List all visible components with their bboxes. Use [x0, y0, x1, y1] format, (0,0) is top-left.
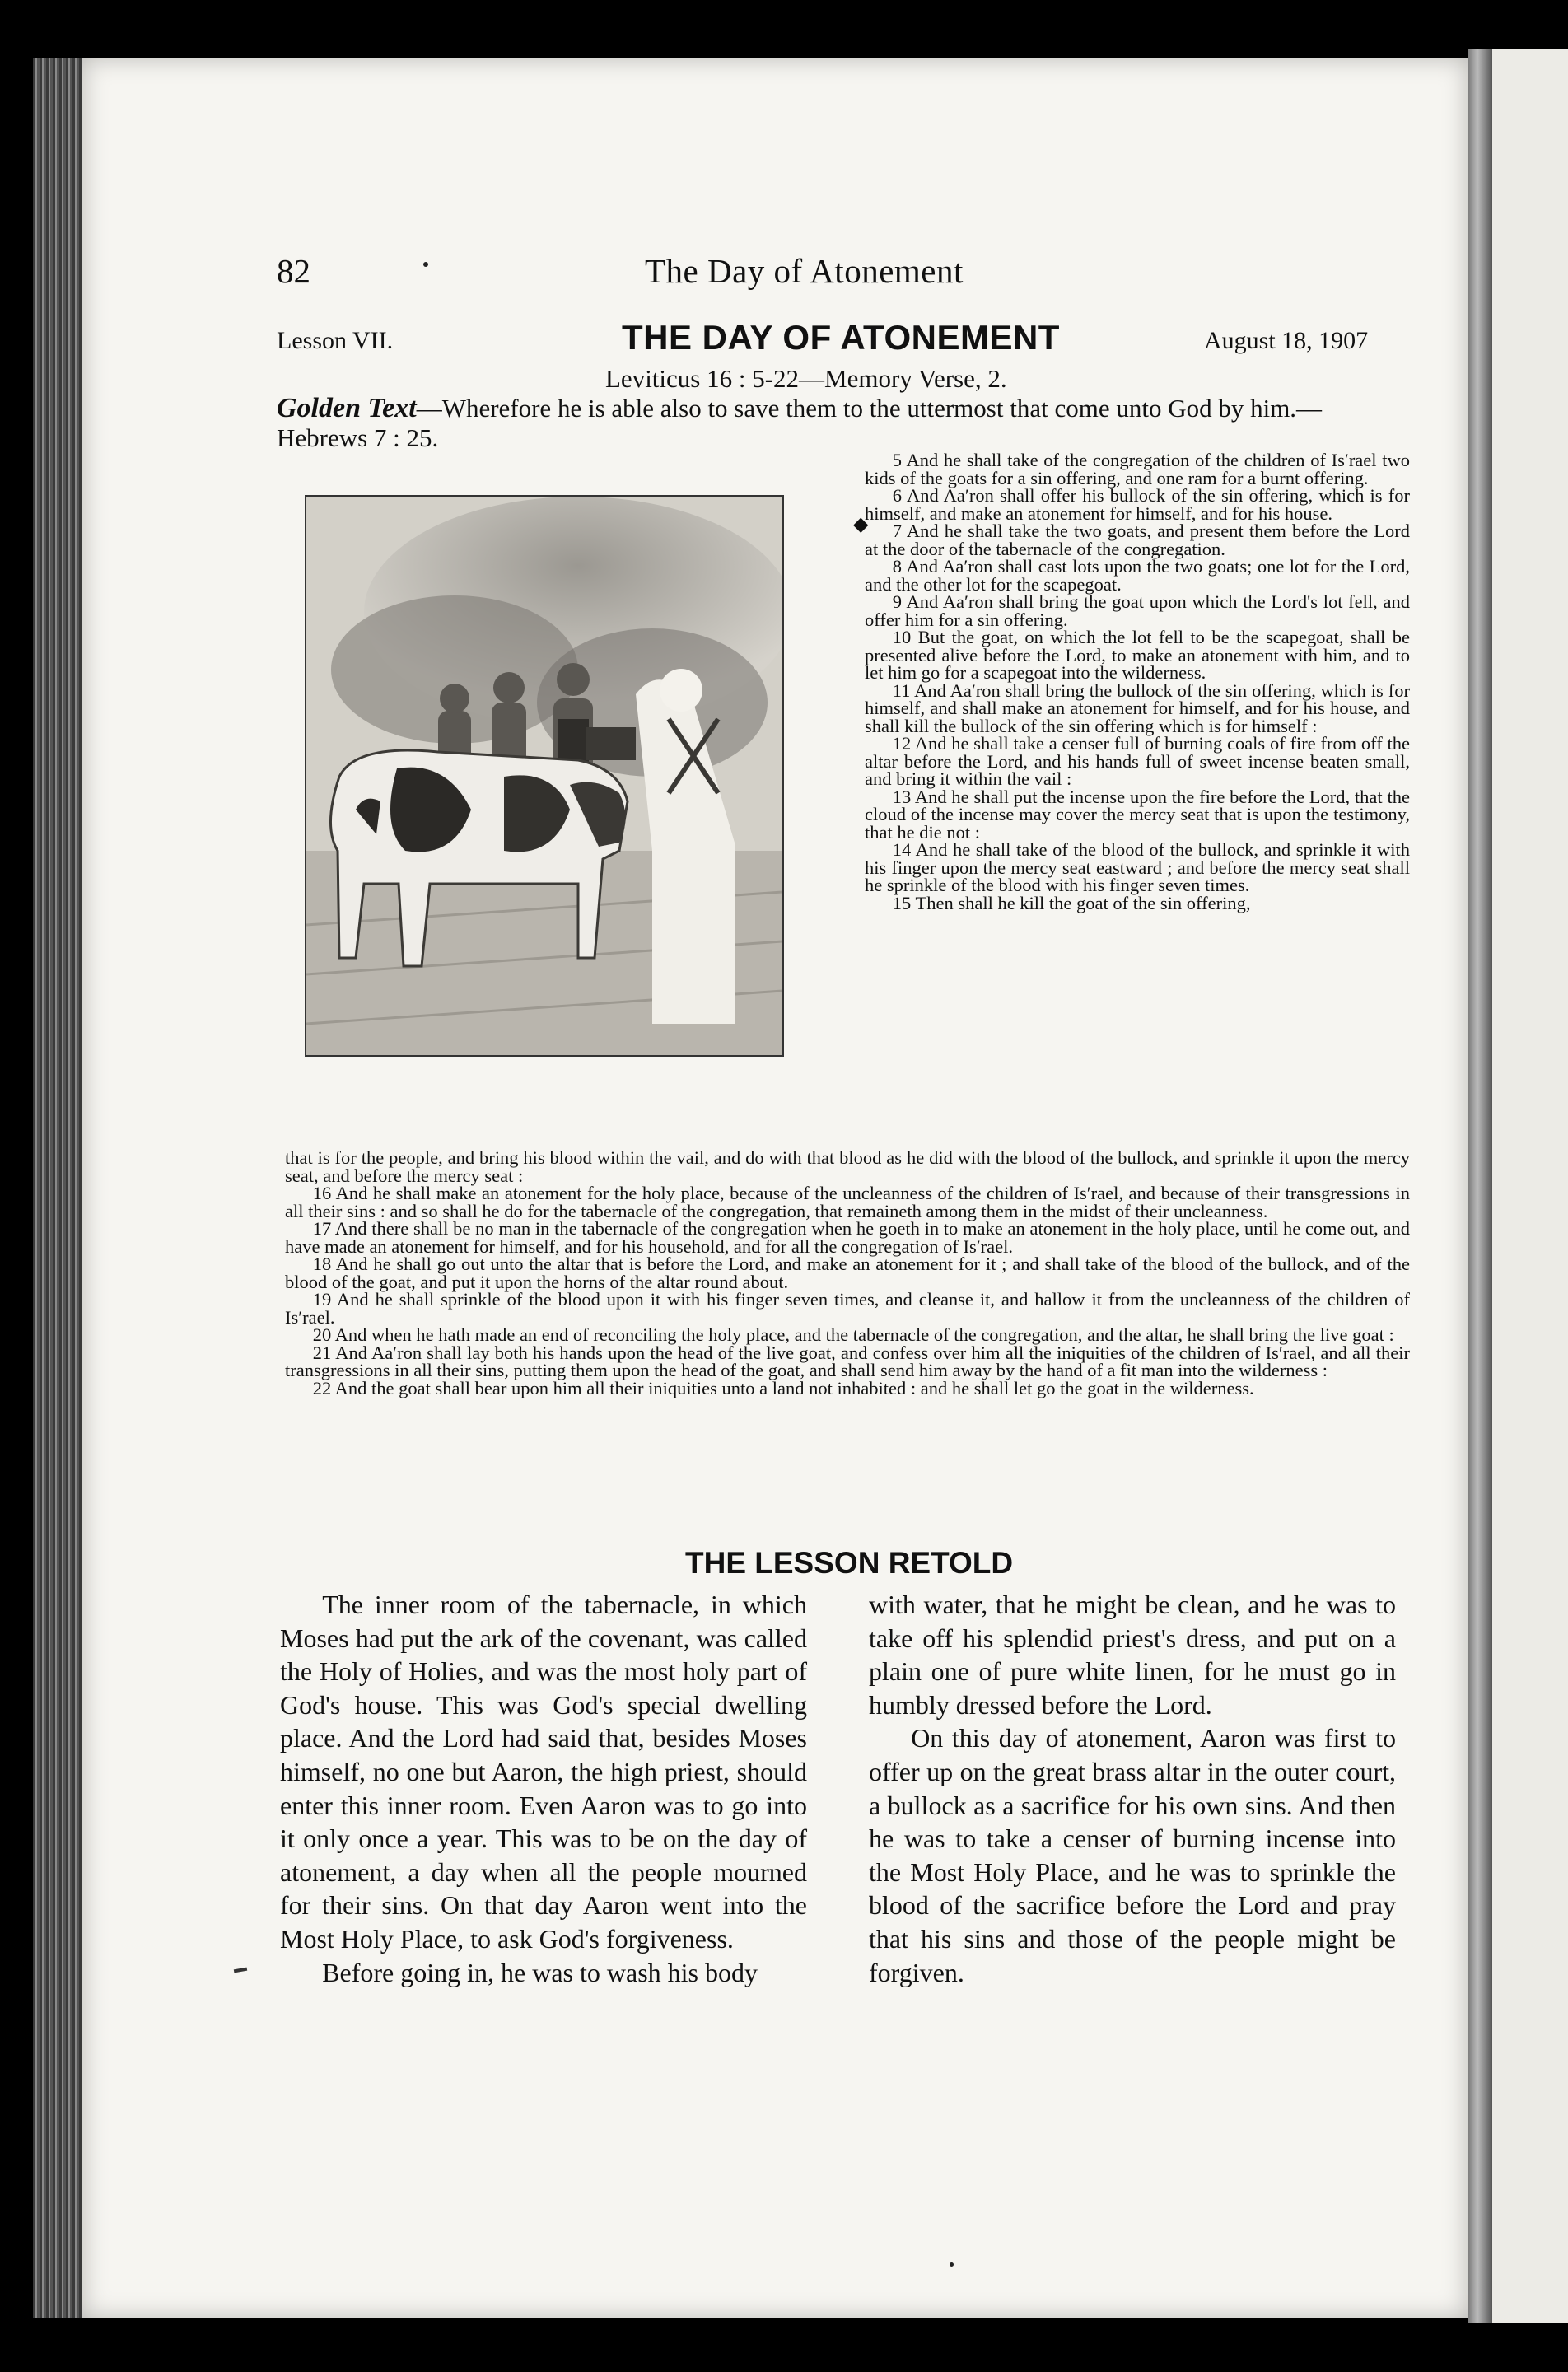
retold-left-column: [280, 1588, 807, 1989]
lesson-number: Lesson VII.: [277, 327, 394, 354]
verse: 18 And he shall go out unto the altar that is before the Lord, and make an atonement for it ; and shall take of the blood of the bullock, and of the blood of the goat, and put it upon the horns of the altar round about.: [285, 1254, 1410, 1292]
margin-arrow-mark: ◆: [853, 514, 869, 535]
golden-text-label: Golden Text: [277, 393, 417, 423]
lesson-date: August 18, 1907: [1204, 327, 1369, 354]
retold-paragraph: Before going in, he was to wash his body: [322, 1957, 758, 1987]
golden-text: [277, 394, 1407, 453]
verse: 15 Then shall he kill the goat of the sin offering,: [892, 892, 1251, 913]
verse: 10 But the goat, on which the lot fell to be the scapegoat, shall be presented alive before the Lord, to make an atonement with him, and to let him go for a scapegoat into the wilderness.: [865, 627, 1410, 683]
verse: 14 And he shall take of the blood of the bullock, and sprinkle it with his finger upon the mercy seat eastward ; and before the mercy seat shall he sprinkle of the blood with his finger seven times.: [865, 839, 1410, 895]
ink-dot: [423, 262, 428, 267]
lesson-title: THE DAY OF ATONEMENT: [622, 318, 1060, 357]
verse: 11 And Aa′ron shall bring the bullock of the sin offering, which is for himself, and shall make an atonement for himself, and for his house, and shall kill the bullock of the sin offering which is for himself :: [865, 679, 1410, 736]
scripture-reference: Leviticus 16 : 5-22—Memory Verse, 2.: [605, 364, 1007, 393]
verse: 13 And he shall put the incense upon the fire before the Lord, that the cloud of the incense may cover the mercy seat that is upon the testimony, that he die not :: [865, 786, 1410, 843]
adjacent-page-edge: [1492, 49, 1568, 2323]
verse: 8 And Aa′ron shall cast lots upon the two goats; one lot for the Lord, and the other lot for the scapegoat.: [865, 556, 1410, 595]
priest-with-bullock-illustration: [305, 495, 784, 1057]
running-title: The Day of Atonement: [645, 252, 964, 290]
verse: that is for the people, and bring his blood within the vail, and do with that blood as he did with the blood of the bullock, and sprinkle it upon the mercy seat, and before the mercy seat :: [285, 1147, 1410, 1186]
verse: 6 And Aa′ron shall offer his bullock of the sin offering, which is for himself, and make an atonement for himself, and for his house.: [865, 485, 1410, 524]
retold-paragraph: The inner room of the tabernacle, in which Moses had put the ark of the covenant, was called the Holy of Holies, and was the most holy part of God's house. This was God's special dwelling place. And the Lord had said that, besides Moses himself, no one but Aaron, the high priest, should enter this inner room. Even Aaron was to go into it only once a year. This was to be on the day of atonement, a day when all the people mourned for their sins. On that day Aaron went into the Most Holy Place, to ask God's forgiveness.: [280, 1590, 807, 1954]
page-gutter: [1468, 49, 1492, 2323]
verse: 12 And he shall take a censer full of burning coals of fire from off the altar before the Lord, and his hands full of sweet incense beaten small, and bring it within the vail :: [865, 733, 1410, 789]
page-number: 82: [277, 252, 310, 290]
scripture-verses-right-column: [865, 451, 1410, 912]
retold-heading: THE LESSON RETOLD: [685, 1546, 1014, 1580]
retold-right-column: [869, 1588, 1396, 1989]
verse: 19 And he shall sprinkle of the blood upon it with his finger seven times, and cleanse it, and hallow it from the uncleanness of the children of Is′rael.: [285, 1289, 1410, 1328]
golden-text-body: —Wherefore he is able also to save them to the uttermost that come unto God by him.—Hebrews 7 : 25.: [277, 394, 1323, 452]
verse: 22 And the goat shall bear upon him all their iniquities unto a land not inhabited : and he shall let go the goat in the wilderness.: [312, 1377, 1254, 1398]
verse: 5 And he shall take of the congregation of the children of Is′rael two kids of the goats for a sin offering, and one ram for a burnt offering.: [865, 450, 1410, 488]
book-spine-edge: [33, 58, 84, 2318]
verse: 16 And he shall make an atonement for the holy place, because of the uncleanness of the children of Is′rael, and because of their transgressions in all their sins : and so shall he do for the tabernacle of the congregation, that remaineth among them in the midst of their uncleanness.: [285, 1183, 1410, 1221]
retold-paragraph: On this day of atonement, Aaron was first to offer up on the great brass altar in the outer court, a bullock as a sacrifice for his own sins. And then he was to take a censer of burning incense into the Most Holy Place, and he was to sprinkle the blood of the sacrifice before the Lord and pray that his sins and those of the people might be forgiven.: [869, 1723, 1396, 1987]
retold-paragraph-continuation: with water, that he might be clean, and he was to take off his splendid priest's dress, and put on a plain one of pure white linen, for he must go in humbly dressed before the Lord.: [869, 1590, 1396, 1720]
verse: 7 And he shall take the two goats, and present them before the Lord at the door of the tabernacle of the congregation.: [865, 521, 1410, 559]
verse: 9 And Aa′ron shall bring the goat upon which the Lord's lot fell, and offer him for a sin offering.: [865, 591, 1410, 630]
scripture-verses-full-width: [285, 1149, 1410, 1397]
verse: 20 And when he hath made an end of reconciling the holy place, and the tabernacle of the congregation, and the altar, he shall bring the live goat :: [312, 1324, 1394, 1345]
ink-dot: [950, 2262, 954, 2267]
verse: 21 And Aa′ron shall lay both his hands upon the head of the live goat, and confess over him all the iniquities of the children of Is′rael, and all their transgressions in all their sins, putting them upon the head of the goat, and shall send him away by the hand of a fit man into the wilderness :: [285, 1342, 1410, 1380]
verse: 17 And there shall be no man in the tabernacle of the congregation when he goeth in to make an atonement in the holy place, until he come out, and have made an atonement for himself, and for his household, and for all the congregation of Is′rael.: [285, 1218, 1410, 1257]
